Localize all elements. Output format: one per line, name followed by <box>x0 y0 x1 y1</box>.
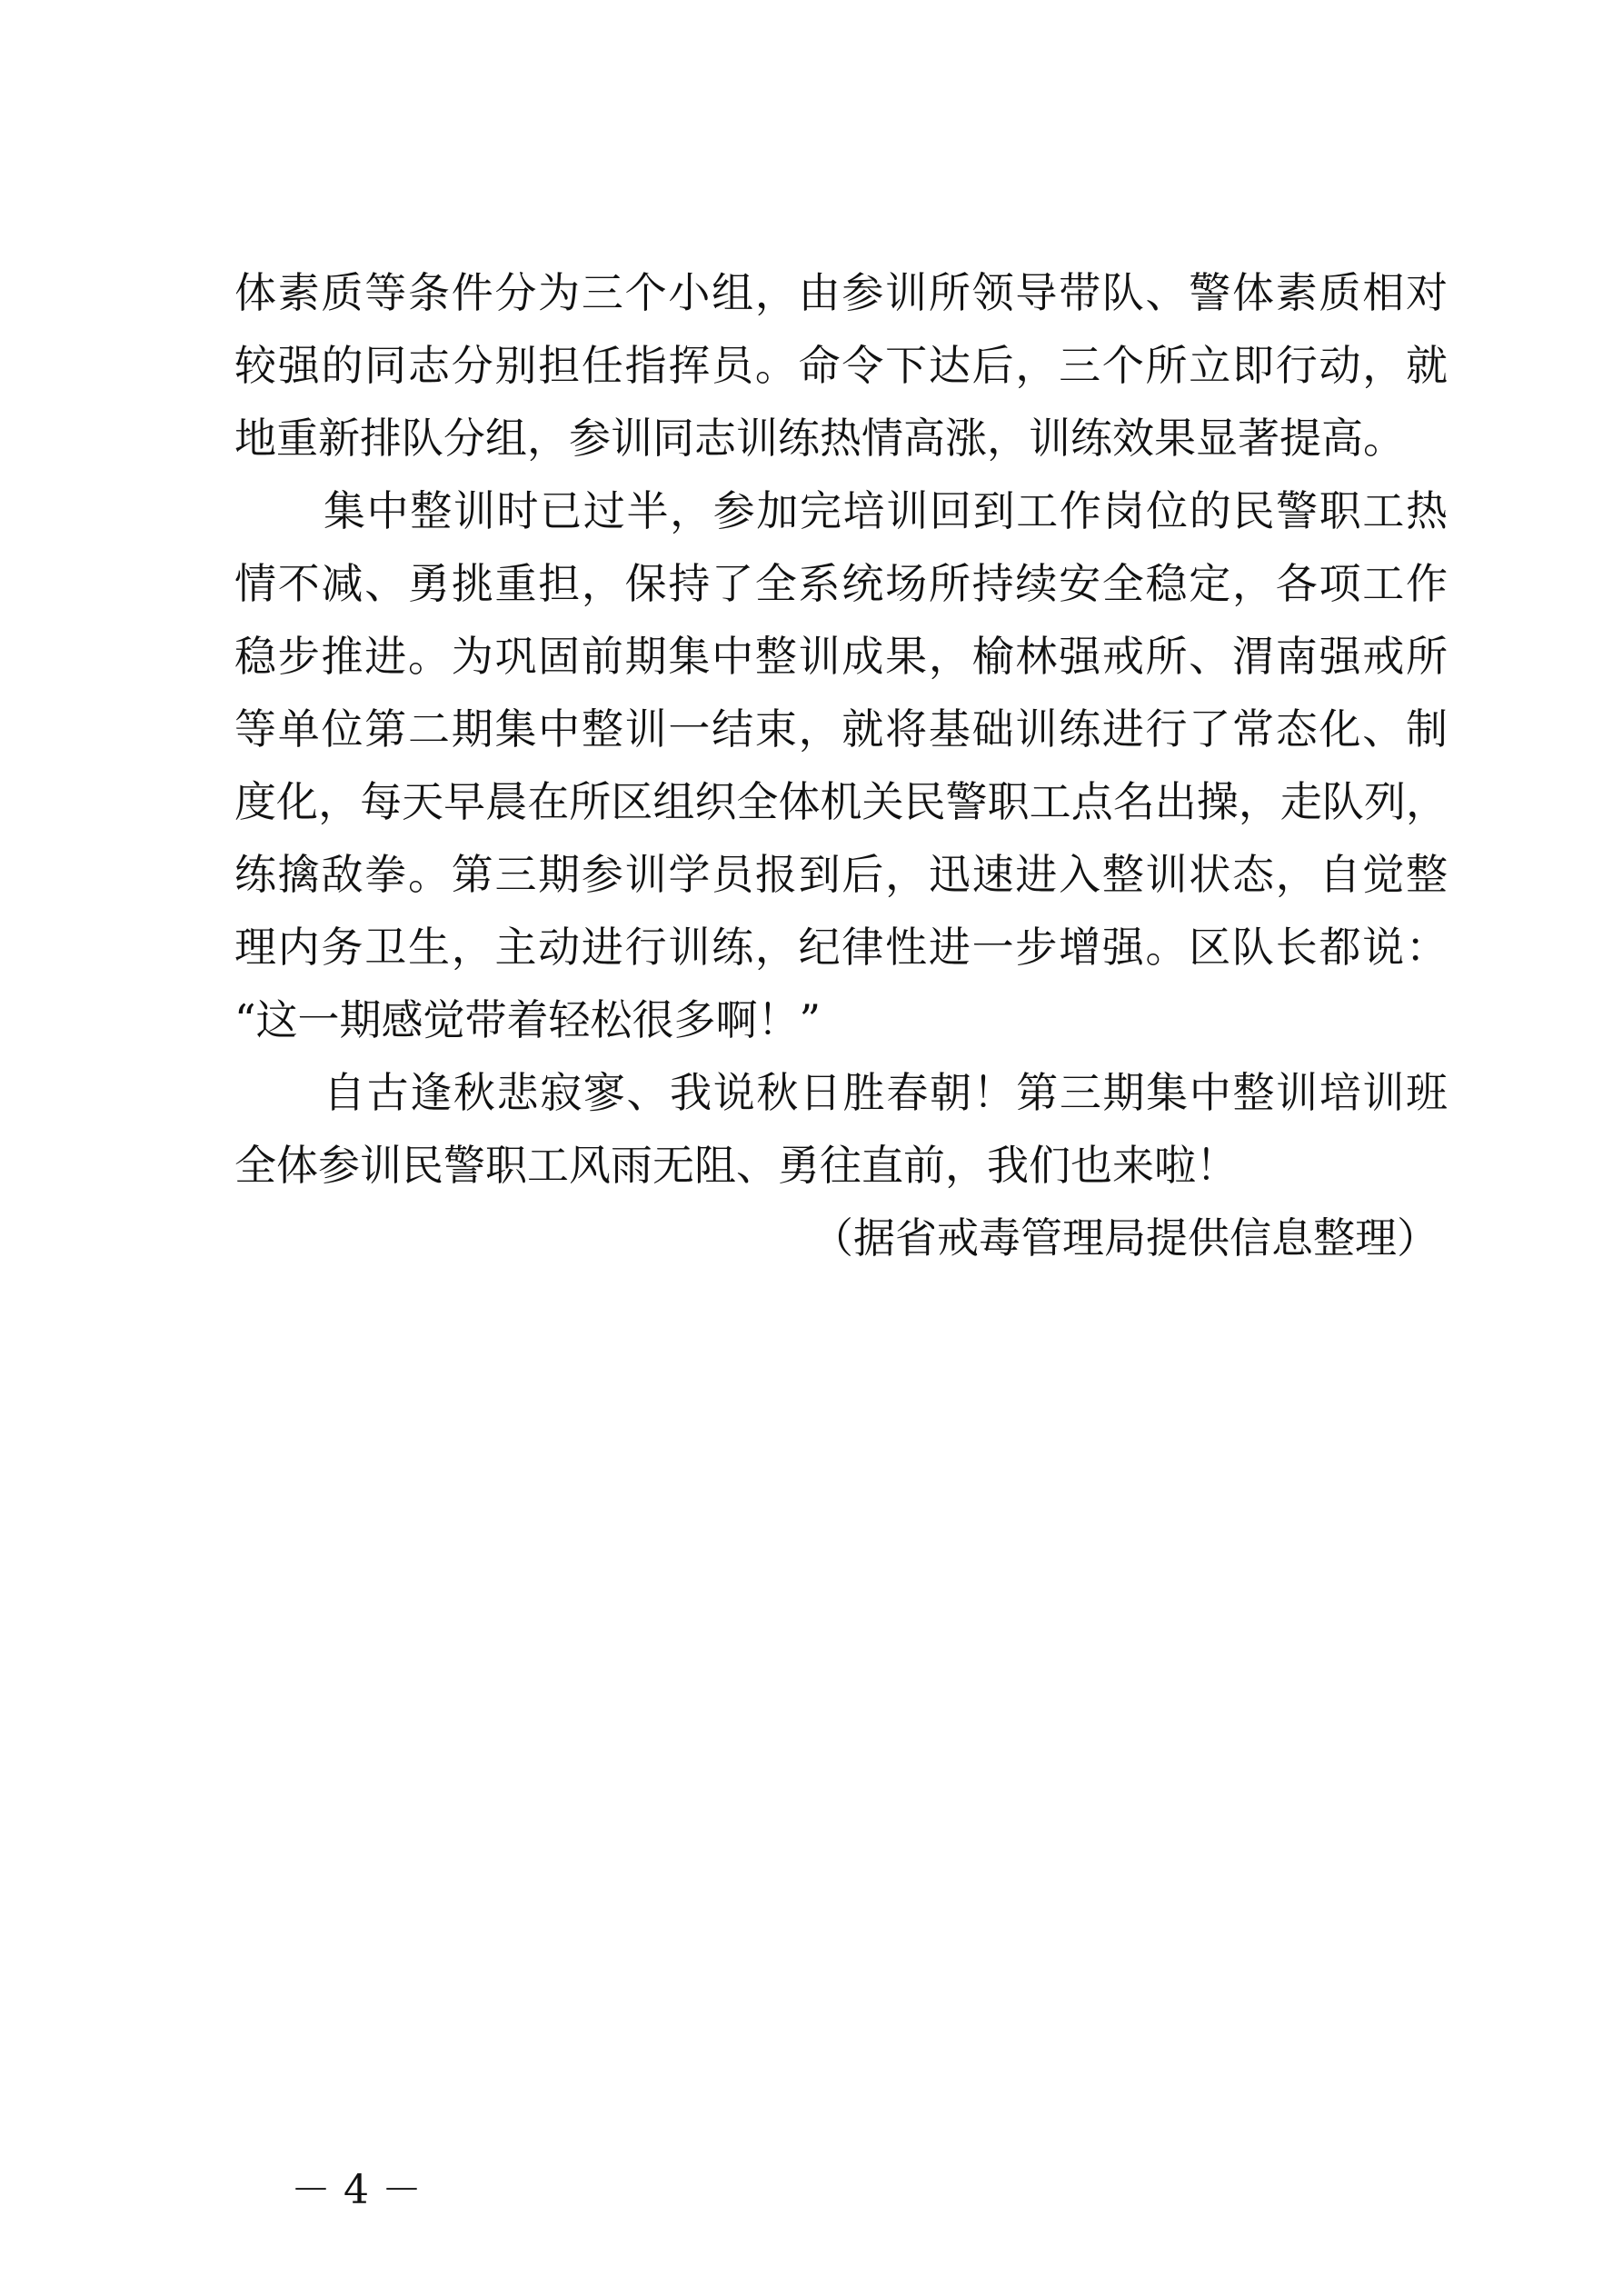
text-line: 较强的同志分别担任指挥员。命令下达后，三个所立即行动，就 <box>234 341 1448 390</box>
body-text <box>234 256 1448 1274</box>
text-line: 度化，每天早晨在所区组织全体机关民警职工点名出操，走队列， <box>234 777 1448 826</box>
text-line: 练擒敌拳。第三期参训学员报到后，迅速进入整训状态，自觉整 <box>234 850 1448 899</box>
paragraph-2 <box>234 474 1448 1056</box>
text-line: 集中整训时已过半，参加完培训回到工作岗位的民警职工热 <box>324 486 1448 535</box>
text-line: 自古逢秋悲寂寥、我说秋日胜春朝！第三期集中整训培训班 <box>324 1068 1448 1117</box>
source-note: （据省戒毒管理局提供信息整理） <box>812 1213 1439 1263</box>
text-line: 地重新排队分组，参训同志训练热情高涨，训练效果显著提高。 <box>234 414 1405 463</box>
paragraph-3 <box>234 1056 1448 1202</box>
text-line: 稳步推进。为巩固前期集中整训成果，榆林强戒所、渭南强戒所 <box>234 632 1448 681</box>
paragraph-1 <box>234 256 1448 474</box>
text-line: 情不减、勇挑重担，保持了全系统场所持续安全稳定，各项工作 <box>234 559 1448 608</box>
text-line: 理内务卫生，主动进行训练，纪律性进一步增强。区队长都说： <box>234 923 1448 972</box>
text-line: 体素质等条件分为三个小组，由参训所领导带队、警体素质相对 <box>234 268 1448 317</box>
text-line: “这一期感觉带着轻松很多啊！” <box>234 995 821 1044</box>
text-line: 全体参训民警职工风雨无阻、勇往直前，我们也来啦！ <box>234 1141 1238 1190</box>
page-number: － 4 － <box>291 2167 422 2213</box>
text-line: 等单位第二期集中整训一结束，就将基础训练进行了常态化、制 <box>234 704 1448 754</box>
